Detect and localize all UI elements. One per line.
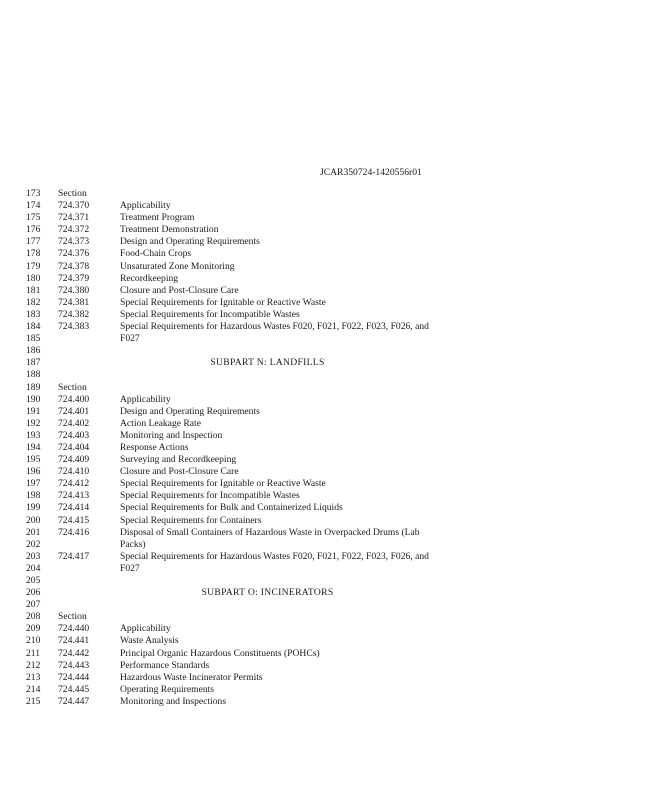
section-number: 724.404: [58, 441, 90, 453]
section-number: 724.440: [58, 623, 90, 635]
section-title: Disposal of Small Containers of Hazardous Waste in Overpacked Drums (Lab: [120, 526, 420, 538]
line-number: 175: [26, 212, 41, 224]
section-number: 724.414: [58, 502, 90, 514]
line-number: 194: [26, 441, 41, 453]
document-line: [0, 575, 671, 587]
section-number: 724.402: [58, 417, 90, 429]
section-title: Closure and Post-Closure Care: [120, 466, 239, 478]
document-line: [0, 248, 671, 260]
section-number: 724.379: [58, 272, 90, 284]
line-number: 214: [26, 683, 41, 695]
document-line: [0, 551, 671, 563]
section-number: 724.410: [58, 466, 90, 478]
line-number: 205: [26, 575, 41, 586]
section-number: 724.442: [58, 647, 90, 659]
document-line: [0, 611, 671, 623]
line-number: 186: [26, 345, 41, 357]
section-number: 724.400: [58, 393, 90, 405]
line-number: 210: [26, 635, 41, 647]
section-title: Unsaturated Zone Monitoring: [120, 260, 235, 272]
line-number: 182: [26, 296, 41, 308]
section-title: Special Requirements for Bulk and Containerized Liquids: [120, 502, 343, 514]
section-title: F027: [120, 333, 140, 345]
section-title: Monitoring and Inspection: [120, 429, 223, 441]
section-number: 724.383: [58, 321, 90, 333]
line-number: 211: [26, 647, 41, 659]
document-line: [0, 200, 671, 212]
line-number: 204: [26, 562, 41, 574]
section-title: Applicability: [120, 200, 171, 212]
section-title: Action Leakage Rate: [120, 417, 201, 429]
section-title: Special Requirements for Ignitable or Reactive Waste: [120, 478, 326, 490]
document-line: [0, 321, 671, 333]
section-number: 724.376: [58, 248, 90, 260]
line-number: 191: [26, 405, 41, 417]
line-number: 212: [26, 659, 41, 671]
line-number: 202: [26, 538, 41, 550]
document-line: [0, 369, 671, 381]
document-line: [0, 599, 671, 611]
line-number: 189: [26, 381, 41, 393]
section-number: 724.443: [58, 659, 90, 671]
section-number: 724.417: [58, 550, 90, 562]
section-title: Applicability: [120, 623, 171, 635]
line-number: 179: [26, 260, 41, 272]
document-line: [0, 357, 671, 369]
document-line: [0, 648, 671, 660]
document-line: [0, 406, 671, 418]
document-line: [0, 333, 671, 345]
document-line: [0, 273, 671, 285]
line-number: 176: [26, 224, 41, 236]
document-line: [0, 515, 671, 527]
line-number: 188: [26, 369, 41, 381]
section-number: 724.412: [58, 478, 90, 490]
section-number: 724.444: [58, 671, 90, 683]
line-number: 180: [26, 272, 41, 284]
line-number: 208: [26, 611, 41, 623]
line-number: 200: [26, 514, 41, 526]
section-title: Response Actions: [120, 441, 189, 453]
section-number: 724.445: [58, 683, 90, 695]
line-number: 203: [26, 550, 41, 562]
document-line: [0, 635, 671, 647]
section-number: 724.372: [58, 224, 90, 236]
document-line: [0, 563, 671, 575]
line-number: 181: [26, 284, 41, 296]
section-number: 724.415: [58, 514, 90, 526]
document-line: [0, 285, 671, 297]
section-title: Special Requirements for Ignitable or Reactive Waste: [120, 296, 326, 308]
subpart-heading: SUBPART O: INCINERATORS: [201, 587, 334, 599]
section-number: 724.371: [58, 212, 90, 224]
line-number: 178: [26, 248, 41, 260]
line-number: 198: [26, 490, 41, 502]
line-number: 197: [26, 478, 41, 490]
section-number: 724.447: [58, 695, 90, 707]
line-number: 196: [26, 466, 41, 478]
document-line: [0, 587, 671, 599]
line-number: 177: [26, 236, 41, 248]
document-line: [0, 224, 671, 236]
document-line: [0, 696, 671, 708]
subpart-heading: SUBPART N: LANDFILLS: [210, 357, 325, 369]
section-number: 724.409: [58, 454, 90, 466]
document-line: [0, 539, 671, 551]
line-number: 195: [26, 454, 41, 466]
section-title: Closure and Post-Closure Care: [120, 284, 239, 296]
section-number: 724.381: [58, 296, 90, 308]
document-line: [0, 188, 671, 200]
line-number: 199: [26, 502, 41, 514]
section-title: Surveying and Recordkeeping: [120, 454, 237, 466]
section-number: 724.378: [58, 260, 90, 272]
table-of-contents: [0, 188, 671, 708]
section-title: Operating Requirements: [120, 683, 215, 695]
document-line: [0, 490, 671, 502]
section-title: Principal Organic Hazardous Constituents (POHCs): [120, 647, 320, 659]
section-title: Waste Analysis: [120, 635, 179, 647]
section-title: Design and Operating Requirements: [120, 236, 260, 248]
section-title: F027: [120, 562, 140, 574]
section-number: 724.380: [58, 284, 90, 296]
section-title: Special Requirements for Containers: [120, 514, 262, 526]
section-title: Special Requirements for Hazardous Wastes F020, F021, F022, F023, F026, and: [120, 321, 429, 333]
document-line: [0, 394, 671, 406]
line-number: 190: [26, 393, 41, 405]
document-line: [0, 527, 671, 539]
section-title: Packs): [120, 538, 146, 550]
document-line: [0, 382, 671, 394]
section-title: Special Requirements for Incompatible Wastes: [120, 308, 300, 320]
section-title: Special Requirements for Incompatible Wastes: [120, 490, 300, 502]
document-line: [0, 309, 671, 321]
line-number: 201: [26, 526, 41, 538]
line-number: 192: [26, 417, 41, 429]
section-number: Section: [58, 381, 87, 393]
document-line: [0, 623, 671, 635]
section-number: 724.413: [58, 490, 90, 502]
line-number: 209: [26, 623, 41, 635]
section-title: Performance Standards: [120, 659, 210, 671]
section-number: 724.441: [58, 635, 90, 647]
section-number: 724.401: [58, 405, 90, 417]
document-line: [0, 345, 671, 357]
document-line: [0, 478, 671, 490]
line-number: 207: [26, 599, 41, 611]
document-line: [0, 297, 671, 309]
document-line: [0, 430, 671, 442]
document-line: [0, 466, 671, 478]
section-title: Treatment Program: [120, 212, 195, 224]
section-title: Applicability: [120, 393, 171, 405]
document-line: [0, 418, 671, 430]
document-line: [0, 261, 671, 273]
document-line: [0, 684, 671, 696]
section-title: Treatment Demonstration: [120, 224, 219, 236]
line-number: 173: [26, 188, 41, 199]
line-number: 193: [26, 429, 41, 441]
line-number: 174: [26, 200, 41, 212]
line-number: 184: [26, 321, 41, 333]
document-line: [0, 502, 671, 514]
section-number: 724.373: [58, 236, 90, 248]
section-number: Section: [58, 611, 87, 623]
line-number: 213: [26, 671, 41, 683]
line-number: 187: [26, 357, 41, 369]
document-line: [0, 672, 671, 684]
section-number: 724.416: [58, 526, 90, 538]
section-title: Monitoring and Inspections: [120, 695, 227, 707]
line-number: 183: [26, 308, 41, 320]
section-title: Design and Operating Requirements: [120, 405, 260, 417]
section-number: 724.382: [58, 308, 90, 320]
document-line: [0, 442, 671, 454]
document-line: [0, 660, 671, 672]
section-title: Food-Chain Crops: [120, 248, 192, 260]
section-number: Section: [58, 188, 87, 199]
section-number: 724.403: [58, 429, 90, 441]
line-number: 215: [26, 695, 41, 707]
document-code: JCAR350724-1420556r01: [320, 167, 422, 178]
section-title: Special Requirements for Hazardous Wastes F020, F021, F022, F023, F026, and: [120, 550, 429, 562]
line-number: 185: [26, 333, 41, 345]
document-line: [0, 236, 671, 248]
document-line: [0, 212, 671, 224]
document-line: [0, 454, 671, 466]
line-number: 206: [26, 587, 41, 599]
section-number: 724.370: [58, 200, 90, 212]
section-title: Recordkeeping: [120, 272, 179, 284]
section-title: Hazardous Waste Incinerator Permits: [120, 671, 263, 683]
